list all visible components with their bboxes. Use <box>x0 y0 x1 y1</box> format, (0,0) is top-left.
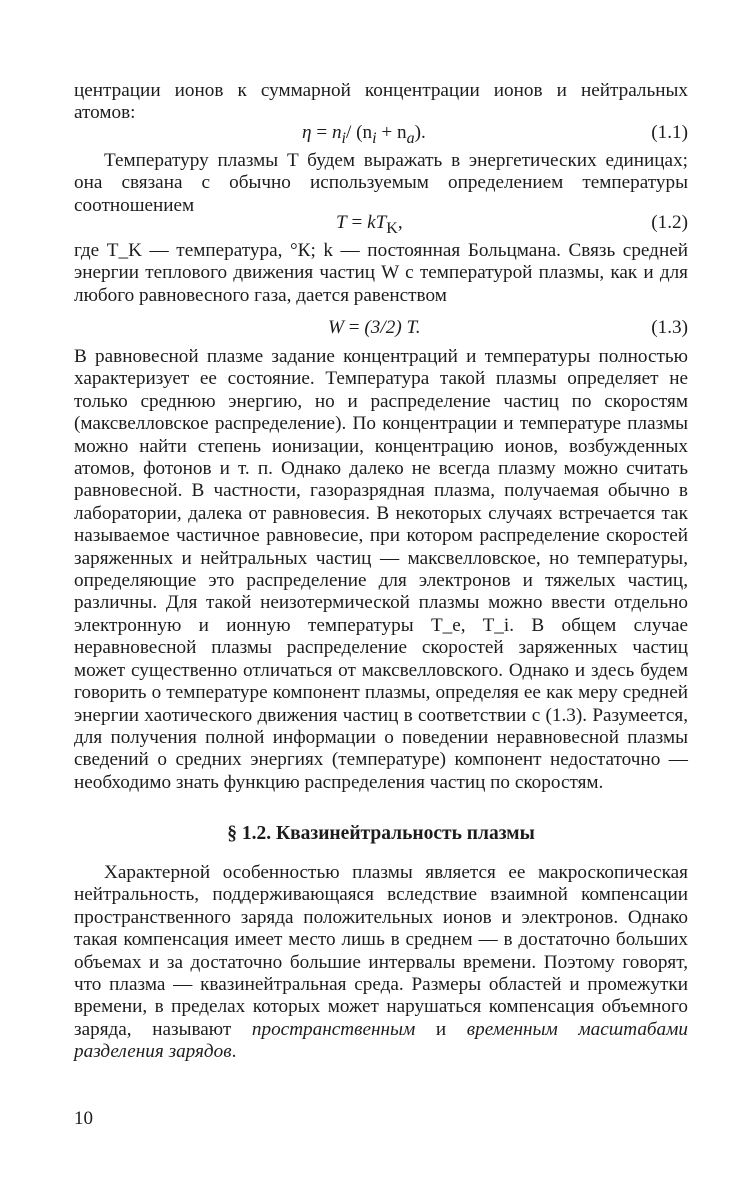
paragraph-5-italic-term-2: временным масштабами разделения зарядов <box>74 1018 688 1063</box>
equation-1-3-formula: W = (3/2) T. <box>328 317 421 338</box>
equation-1-1-formula: $\eta = n_i/$ $(n_i + n_a)$. <box>302 122 426 147</box>
page-number: 10 <box>74 1108 93 1129</box>
paragraph-3 <box>74 240 688 307</box>
equation-1-1-number: (1.1) <box>651 122 688 143</box>
section-heading: § 1.2. Квазинейтральность плазмы <box>227 823 535 844</box>
paragraph-5-text-after: . <box>231 1041 237 1063</box>
paragraph-1 <box>74 80 688 125</box>
paragraph-5-italic-term-1: пространственным <box>251 1018 416 1040</box>
equation-1-2-number: (1.2) <box>651 212 688 233</box>
paragraph-5 <box>74 862 688 1064</box>
paragraph-3-text: где T_K — температура, °К; k — постоянная Больцмана. Связь средней энергии теплового движения частиц W с температурой плазмы, как и для любого равновесного газа, дается равенством <box>74 240 688 306</box>
paragraph-1-text: центрации ионов к суммарной концентрации ионов и нейтральных атомов: <box>74 80 688 124</box>
paragraph-2 <box>74 150 688 217</box>
paragraph-2-text: Температуру плазмы T будем выражать в энергетических единицах; она связана с обычно используемым определением температуры соотношением <box>74 150 688 216</box>
equation-1-2-formula: $T = kT_K$, <box>336 212 403 237</box>
equation-1-2 <box>74 211 688 235</box>
paragraph-5-text-before: Характерной особенностью плазмы является ее макроскопическая нейтральность, поддерживающаяся вследствие взаимной компенсации пространственного заряда положительных ионов и электронов. Однако такая компенсация имеет место лишь в среднем — в достаточно больших объемах и за достаточно большие интервалы времени. Поэтому говорят, что плазма — квазинейтральная среда. Размеры областей и промежутки времени, в пределах которых может нарушаться компенсация объемного заряда, называют <box>74 862 688 1040</box>
paragraph-4 <box>74 346 688 794</box>
equation-1-3-number: (1.3) <box>651 317 688 338</box>
equation-1-3 <box>74 316 688 340</box>
equation-1-1 <box>74 121 688 145</box>
paragraph-4-text: В равновесной плазме задание концентраций и температуры полностью характеризует ее состояние. Температура такой плазмы определяет не только среднюю энергию, но и распределение частиц по скоростям (максвелловское распределение). По концентрации и температуре плазмы можно найти степень ионизации, концентрацию ионов, возбужденных атомов, фотонов и т. п. Однако далеко не всегда плазму можно считать равновесной. В частности, газоразрядная плазма, получаемая обычно в лаборатории, далека от равновесия. В некоторых случаях встречается так называемое частичное равновесие, при котором распределение скоростей заряженных и нейтральных частиц — максвелловское, но температуры, определяющие это распределение для электронов и тяжелых частиц, различны. Для такой неизотермической плазмы можно ввести отдельно электронную и ионную температуры T_e, T_i. В общем случае неравновесной плазмы распределение скоростей заряженных частиц может существенно отличаться от максвелловского. Однако и здесь будем говорить о температуре компонент плазмы, определяя ее как меру средней энергии хаотического движения частиц в соответствии с (1.3). Разумеется, для получения полной информации о поведении неравновесной плазмы сведений о средних энергиях (температуре) компонент недостаточно — необходимо знать функцию распределения частиц по скоростям. <box>74 346 688 793</box>
paragraph-5-connector: и <box>415 1018 467 1040</box>
